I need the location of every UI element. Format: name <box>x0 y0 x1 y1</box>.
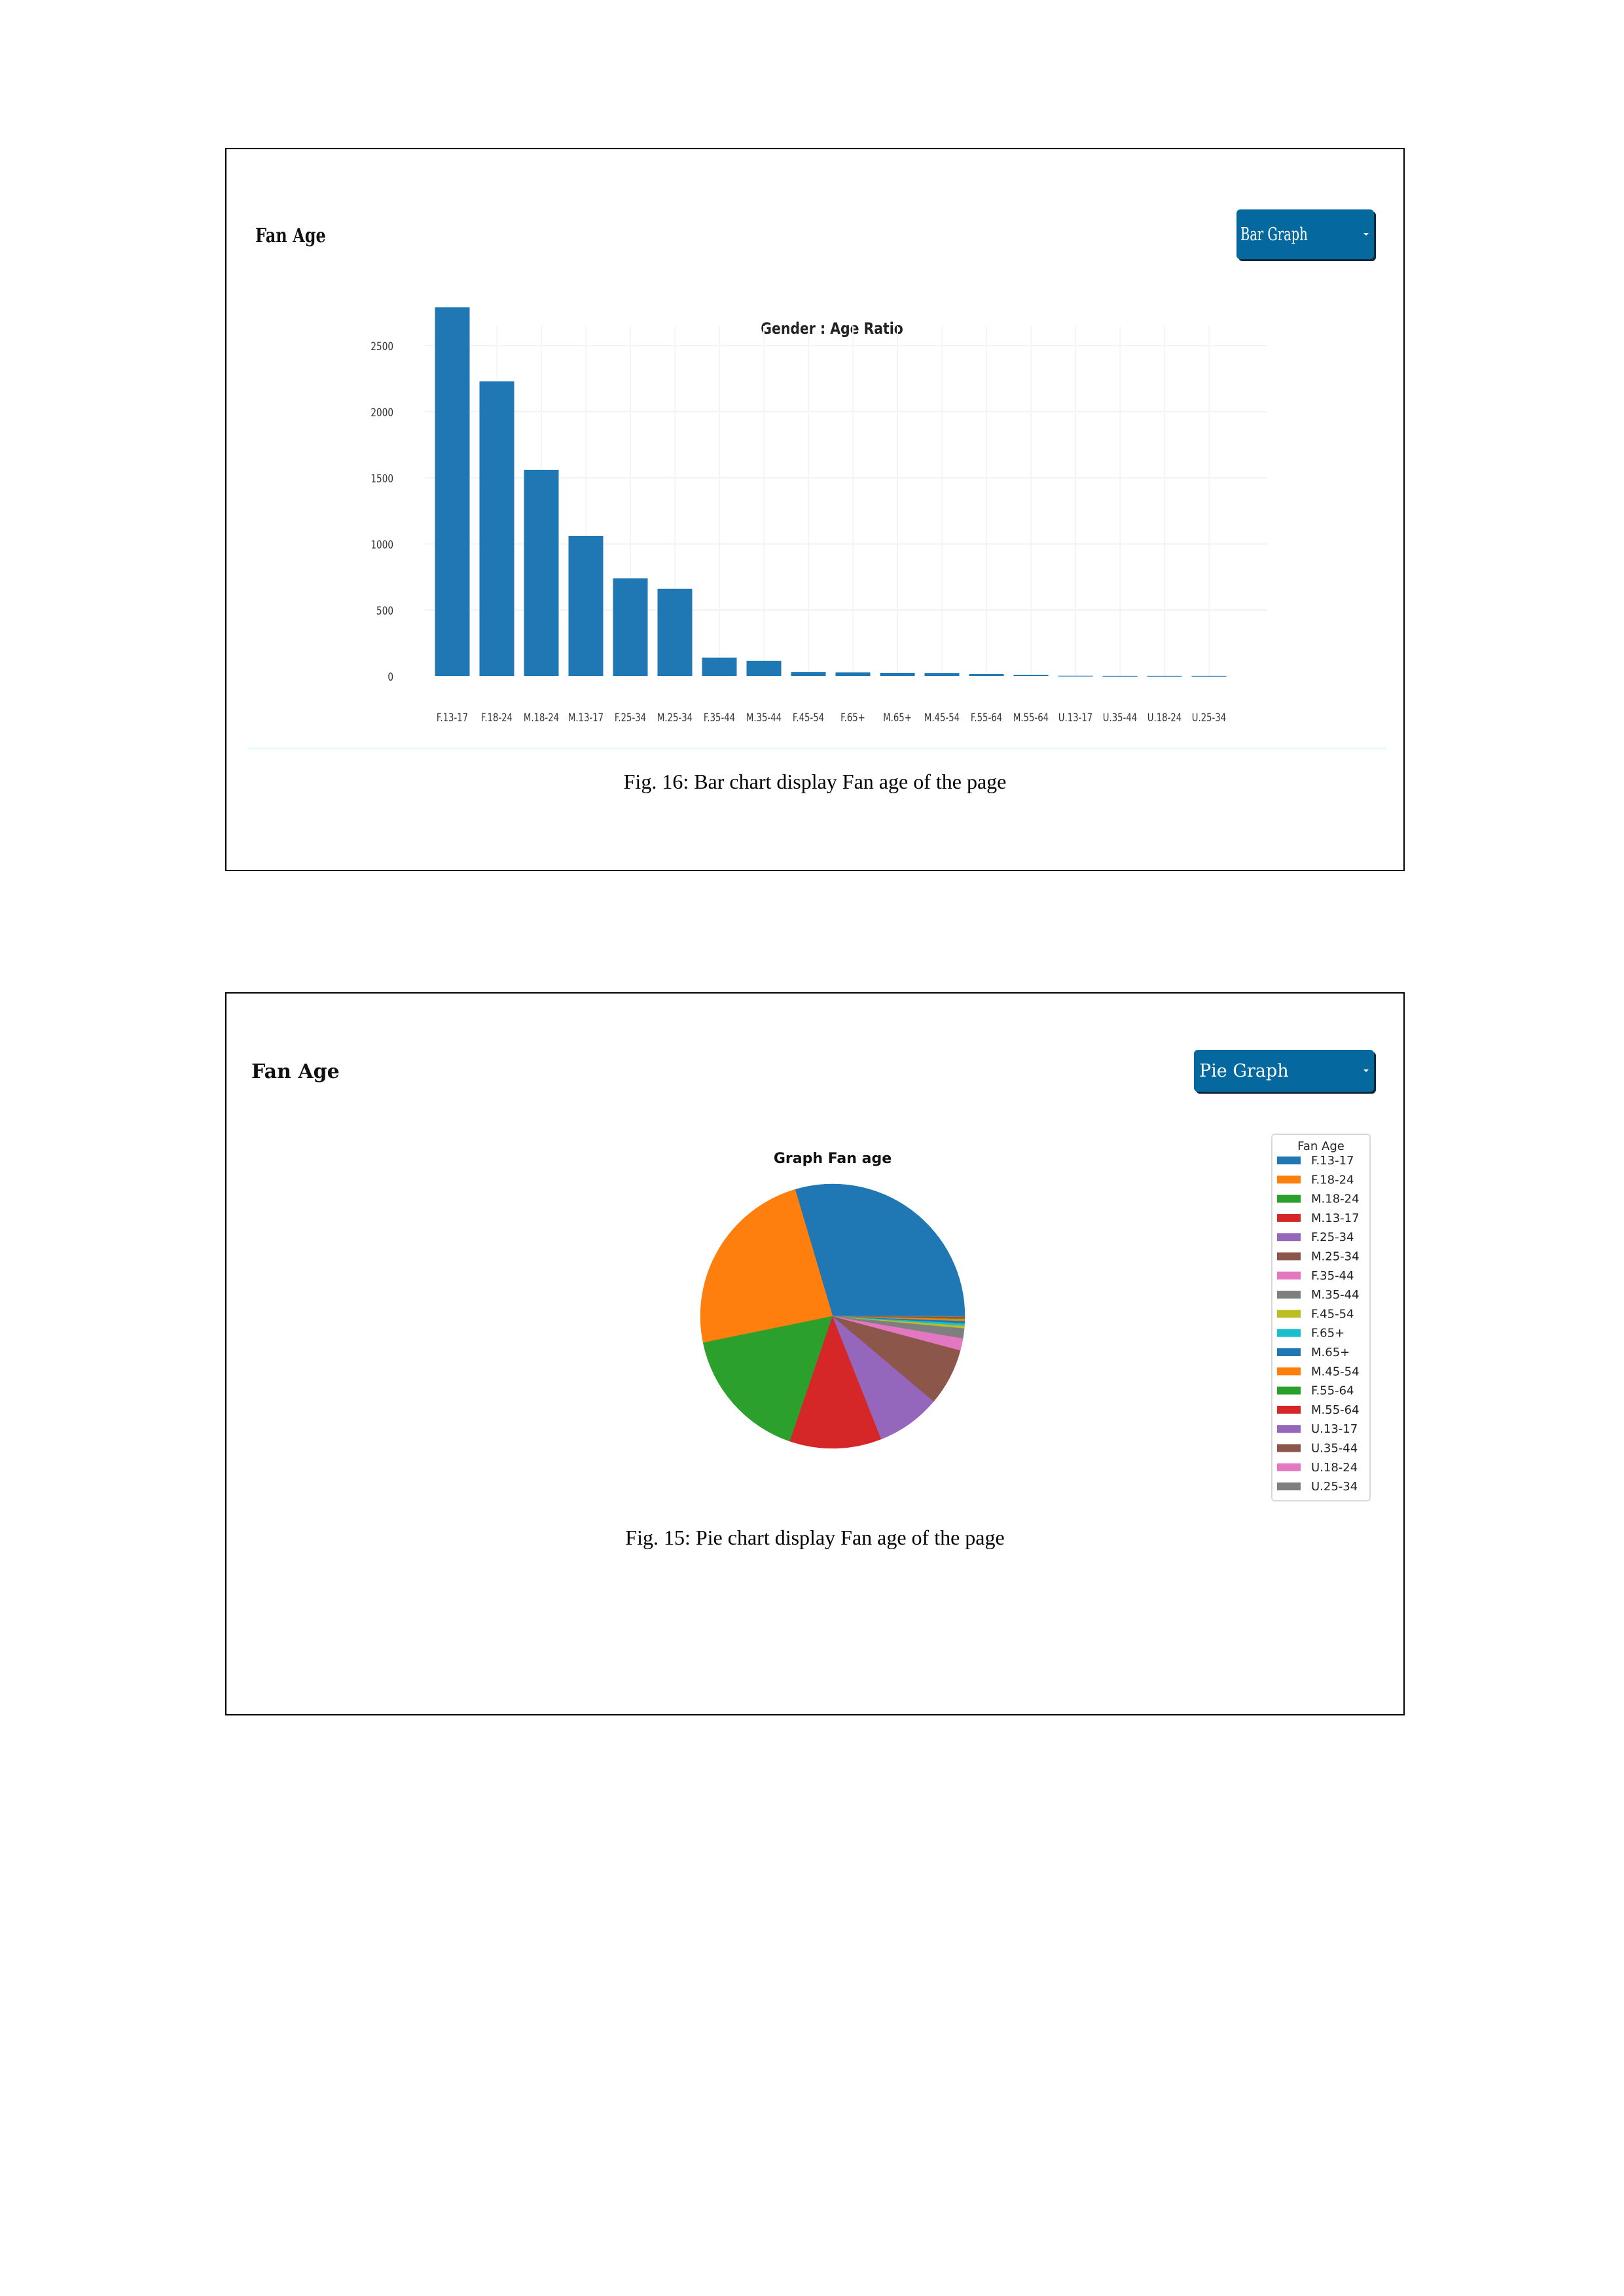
bar <box>1103 676 1138 677</box>
legend-label: U.25-34 <box>1311 1480 1358 1494</box>
legend-label: F.13-17 <box>1311 1154 1354 1168</box>
y-tick-label: 0 <box>388 670 393 684</box>
legend-swatch <box>1277 1253 1301 1261</box>
dropdown-selected-value: Pie Graph <box>1199 1060 1289 1081</box>
bar <box>480 382 514 676</box>
legend-swatch <box>1277 1348 1301 1356</box>
bar <box>569 536 604 676</box>
x-tick-label: U.25-34 <box>1191 711 1227 725</box>
x-tick-label: F.55-64 <box>970 711 1003 725</box>
bar <box>1014 675 1049 676</box>
legend-swatch <box>1277 1233 1301 1241</box>
x-tick-label: F.18-24 <box>480 711 513 725</box>
x-tick-label: M.18-24 <box>523 711 560 725</box>
bar <box>702 658 737 676</box>
bar <box>1058 676 1093 677</box>
x-tick-label: U.13-17 <box>1058 711 1093 725</box>
bar <box>1192 676 1227 677</box>
legend-swatch <box>1277 1387 1301 1395</box>
legend-swatch <box>1277 1214 1301 1222</box>
legend-swatch <box>1277 1157 1301 1164</box>
bar <box>658 589 693 676</box>
dropdown-selected-value: Bar Graph <box>1240 224 1308 245</box>
legend-label: F.25-34 <box>1311 1230 1354 1245</box>
bar <box>1147 676 1182 677</box>
legend-label: M.18-24 <box>1311 1192 1360 1206</box>
legend-label: F.35-44 <box>1311 1268 1354 1283</box>
x-tick-label: M.25-34 <box>657 711 693 725</box>
x-tick-label: U.35-44 <box>1102 711 1138 725</box>
legend-title: Fan Age <box>1297 1139 1344 1153</box>
x-tick-label: U.18-24 <box>1147 711 1182 725</box>
bar <box>524 470 559 676</box>
legend-swatch <box>1277 1406 1301 1414</box>
legend-label: M.25-34 <box>1311 1249 1360 1264</box>
bar-chart <box>226 149 1403 870</box>
bar <box>435 307 470 676</box>
pie-chart <box>226 994 1403 1714</box>
bar-chart-panel <box>225 148 1405 871</box>
bar-figure-caption: Fig. 16: Bar chart display Fan age of the page <box>623 770 1007 793</box>
legend-swatch <box>1277 1367 1301 1375</box>
legend-swatch <box>1277 1463 1301 1471</box>
pie-figure-caption: Fig. 15: Pie chart display Fan age of the page <box>625 1526 1005 1549</box>
chart-title: Graph Fan age <box>773 1151 892 1167</box>
legend-label: M.65+ <box>1311 1346 1350 1359</box>
y-tick-label: 2500 <box>370 340 393 353</box>
y-tick-label: 1000 <box>370 538 393 552</box>
legend-swatch <box>1277 1444 1301 1452</box>
x-tick-label: M.65+ <box>883 711 912 725</box>
x-tick-label: M.35-44 <box>746 711 782 725</box>
x-tick-label: M.13-17 <box>568 711 604 725</box>
legend-label: F.45-54 <box>1311 1307 1354 1321</box>
legend-label: U.35-44 <box>1311 1441 1358 1456</box>
legend-swatch <box>1277 1272 1301 1280</box>
bar <box>880 673 915 676</box>
bar <box>791 672 826 676</box>
bar <box>747 661 782 676</box>
legend-label: M.45-54 <box>1311 1365 1360 1379</box>
x-tick-label: M.55-64 <box>1013 711 1049 725</box>
x-tick-label: F.35-44 <box>703 711 736 725</box>
legend-label: F.55-64 <box>1311 1384 1354 1398</box>
legend-label: U.18-24 <box>1311 1460 1358 1475</box>
legend-label: F.18-24 <box>1311 1173 1354 1187</box>
legend-label: M.35-44 <box>1311 1288 1360 1302</box>
x-tick-label: F.45-54 <box>792 711 825 725</box>
divider <box>247 747 1386 749</box>
bar <box>925 673 960 676</box>
bar <box>613 579 648 676</box>
pie-chart-panel <box>225 992 1405 1715</box>
legend-swatch <box>1277 1329 1301 1337</box>
bar <box>836 672 871 676</box>
y-tick-label: 2000 <box>370 406 393 420</box>
legend-swatch <box>1277 1291 1301 1299</box>
chart-title: Gender : Age Ratio <box>761 319 903 338</box>
legend-swatch <box>1277 1310 1301 1318</box>
legend-swatch <box>1277 1425 1301 1433</box>
pie-panel-title: Fan Age <box>251 1060 340 1083</box>
legend-swatch <box>1277 1175 1301 1183</box>
legend-swatch <box>1277 1482 1301 1490</box>
legend-label: M.55-64 <box>1311 1403 1360 1417</box>
x-tick-label: F.13-17 <box>436 711 469 725</box>
x-tick-label: F.65+ <box>840 711 865 725</box>
bar-panel-title: Fan Age <box>255 224 326 247</box>
y-tick-label: 1500 <box>370 472 393 486</box>
legend-label: M.13-17 <box>1311 1211 1360 1225</box>
legend-label: F.65+ <box>1311 1326 1345 1340</box>
x-tick-label: M.45-54 <box>924 711 960 725</box>
x-tick-label: F.25-34 <box>614 711 647 725</box>
bar <box>969 674 1004 676</box>
y-tick-label: 500 <box>376 604 393 618</box>
legend-label: U.13-17 <box>1311 1422 1358 1437</box>
legend-swatch <box>1277 1195 1301 1203</box>
